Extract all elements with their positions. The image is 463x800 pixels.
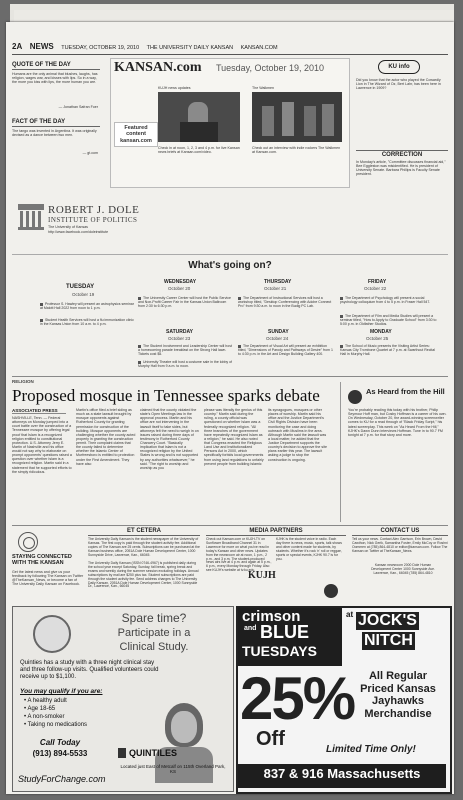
kuinfo-logo: KU info	[378, 60, 420, 74]
day-tuesday-date: October 19	[72, 292, 95, 297]
article-column-5: its synagogues, mosques or other places of worship. Martin said his office and the Justice Department's Civil Rights Division have been monitoring the case and doing outreach with Muslims in the area. Although Martin said the lawsuit was a local matter, he added that the Justice Department supports the country's decision to approve the site plans earlier this year. The lawsuit asking a judge to stop the construction is ongoing.	[268, 408, 328, 462]
day-monday-date: October 25	[366, 336, 389, 341]
etcetera-heading: ET CETERA	[88, 528, 200, 536]
quintiles-logo: QUINTILES	[118, 748, 177, 758]
page-number: 2A	[12, 42, 23, 51]
correction-heading: CORRECTION	[356, 150, 448, 159]
clinical-item-3: • A non-smoker	[24, 714, 65, 720]
quote-author: — Jonathan Safran Foer	[58, 105, 98, 109]
ad-and: and	[244, 625, 257, 632]
kansan-date: Tuesday, October 19, 2010	[216, 63, 325, 73]
thursday-event-1: The Department of Instructional Services will host a workshop titled, "Desktop Conferencing with Adobe Connect Pro" from 9:30 a.m. to noon in the Budig PC Lab.	[238, 296, 332, 309]
whats-going-on-title: What's going on?	[188, 260, 272, 271]
kjhk-radio-icon	[348, 390, 362, 404]
ad-blue: BLUE	[260, 622, 309, 642]
sunday-event-1: The Department of Visual Art will present an exhibition titled, "Dimensions of Parody and Pathways of Desire" from 1 to 4:30 p.m. in the Art and Design Building Gallery 400.	[238, 344, 333, 357]
walkmen-caption: Check out an interview with indie rockers The Walkmen at Kansan.com.	[252, 146, 341, 155]
quote-heading: QUOTE OF THE DAY	[12, 62, 100, 70]
clinical-line-2: Participate in a	[117, 627, 191, 639]
divider-2	[12, 525, 448, 526]
ad-off: Off	[256, 728, 285, 750]
newspaper-page	[6, 22, 454, 794]
clock-icon	[33, 615, 71, 653]
article-kicker: RELIGION	[12, 379, 34, 384]
clinical-phone[interactable]: (913) 894-5533	[32, 749, 88, 758]
ad-tuesdays: TUESDAYS	[242, 643, 317, 659]
tuesday-event-2: Student Health Services will host a flu immunization clinic in the Kansas Union from 10 a.m. to 4 p.m.	[40, 318, 134, 327]
article-column-4: please was literally the genius of this country." Martin said during the ruling, a county official was questioned on whether Islam was a federally recognized religion. "All three branches of the government have repeatedly recognized Islam as a religion," he said. He also noted that Congress enacted the Religious Land Use and Institutionalized Persons Act in 2000, which specifically forbids local governments from using land regulations to unfairly prevent people from building Islamic	[204, 408, 264, 466]
kuinfo-text: Did you know that the actor who played the Cowardly Lion in The Wizard of Oz, Bert Lahr, has been here in Lawrence in 1909?	[356, 78, 441, 91]
dole-university: The University of Kansas	[48, 225, 88, 229]
etcetera-paragraph-1: The University Daily Kansan is the student newspaper of the University of Kansas. The first copy is paid through the student activity fee. Additional copies of The Kansan are 25 cents. Subscriptions can be purchased at the Kansan business office, 2051A Dole Human Development Center, 1000 Sunnyside Drive, Lawrence, Kan., 66045.	[88, 537, 200, 557]
contact-heading: CONTACT US	[352, 528, 448, 536]
header-paper: THE UNIVERSITY DAILY KANSAN	[146, 45, 234, 51]
walkmen-photo[interactable]	[252, 92, 342, 142]
ad-percent: 25%	[240, 665, 355, 732]
dole-url[interactable]: http://www.facebook.com/doleinstitute	[48, 230, 109, 234]
updates-caption: Check in at noon, 1, 2, 3 and 4 p.m. for live Kansan news briefs at Kansan.com/video.	[158, 146, 240, 155]
fact-text: The tango was invented in Argentina. It was originally devised as a dance between two men.	[12, 129, 97, 138]
staying-heading: STAYING CONNECTED WITH THE KANSAN	[12, 554, 72, 567]
ad-address: 837 & 916 Massachusetts	[263, 766, 421, 781]
ad-regular: All Regular Priced Kansas Jayhawks Merchandise	[360, 670, 436, 720]
ad-at: at	[346, 610, 354, 619]
clinical-body: Quinties has a study with a three night clinical stay and three follow-up visits. Qualified volunteers could receive up to $1,100.	[20, 660, 159, 680]
updates-label: KUJH news updates	[158, 86, 191, 90]
clinical-qualify: You may qualify if you are:	[20, 688, 103, 695]
header-site: KANSAN.COM	[240, 45, 278, 51]
clinical-call: Call Today	[39, 738, 81, 747]
divider	[12, 376, 448, 377]
jocks-logo-line-1: JOCK'S	[358, 612, 417, 629]
fact-heading: FACT OF THE DAY	[12, 119, 100, 127]
article-headline: Proposed mosque in Tennessee sparks debate	[12, 386, 320, 405]
correction-text: In Monday's article, "Committee discusses financial aid," Bee Eggleston was misidentified. He is president of University Senate. Barbara Phillips is Faculty Senate president.	[356, 160, 446, 177]
network-icon	[18, 532, 38, 552]
day-thursday-name: THURSDAY	[264, 279, 292, 285]
wednesday-event-1: The University Career Center will host the Public Service and Non-Profit Career Fair in the Kansas Union Ballroom from 2:30 to 6:30 p.m.	[138, 296, 231, 309]
media-paragraph-1: Check out Kansan.com or KUJH-TV on Sunflower Broadband Channel 31 in Lawrence for more on what you've read in today's Kansan and other news. Updates from the newsroom air at noon, 1 p.m., 2 p.m., and 3 p.m. The student-produced news airs live at 4 p.m. and again at 5 p.m., 6 p.m., every Monday through Friday. Also see KUJH's website at tv.ku.edu.	[206, 537, 272, 573]
jocks-logo-line-2: NITCH	[364, 632, 413, 649]
friday-event-1: The Department of Psychology will present a social psychology colloquium from 4 to 5 p.m. in Fraser Hall 547.	[340, 296, 431, 305]
fact-source: — gt.com	[82, 151, 98, 155]
article-column-2: Martin's office filed a brief siding as much as a state lawsuit brought by mosque opponents against Rutherford County for granting permission for construction of the building. Mosque opponents are challenging whether the county acted properly in granting the construction permit. Their complaint claims that the county failed to determine whether the Islamic Center of Murfreesboro is entitled to protection under the First Amendment. They have also	[76, 408, 136, 466]
media-heading: MEDIA PARTNERS	[206, 528, 346, 536]
clinical-url[interactable]: StudyForChange.com	[18, 774, 106, 784]
monday-event-1: The School of Music presents the Visiting Artist Series: Kansas City Trombone Quartet at 7 p.m. at Swarthout Recital Hall in Murphy Hall.	[340, 344, 435, 357]
day-tuesday-name: TUESDAY	[66, 284, 95, 290]
clinical-line-3: Clinical Study.	[119, 641, 189, 653]
kjhk-logo-icon	[324, 584, 338, 598]
day-sunday-name: SUNDAY	[268, 329, 289, 335]
day-saturday-name: SATURDAY	[166, 329, 193, 335]
ad-limited: Limited Time Only!	[326, 744, 416, 755]
clinical-line-1: Spare time?	[121, 611, 187, 625]
dole-institute: INSTITUTE OF POLITICS	[48, 216, 138, 224]
quote-text: Humans are the only animal that blushes, laughs, has religion, wages war, and kisses with lips. So in a way, the more you kiss with lips, the more human you are.	[12, 72, 98, 85]
day-saturday-date: October 23	[168, 336, 191, 341]
tuesday-event-1: Professor S. Hawley will present an astrophysics seminar at Malott Hall 2022 from noon to 1 p.m.	[40, 302, 134, 311]
day-thursday-date: October 21	[264, 286, 287, 291]
article-byline: ASSOCIATED PRESS	[12, 408, 66, 414]
day-friday-date: October 22	[364, 286, 387, 291]
article-column-3: claimed that the county violated the state's Open Meetings law in the approval process. Martin and his office are not intervening in the lawsuit itself to take sides, but attorneys felt the need to weigh in on issues raised during three days of testimony in Rutherford County Chancery Court. "Basically implication that Islam is not a recognized religion by the United States is wrong and is not supported by any authorities whatsoever," he said. "The right to worship and worship as you	[140, 408, 199, 470]
saturday-event-1: The Student Involvement and Leadership Center will host a homecoming parade breakfast on the Strong Hall lawn. Tickets cost $5.	[138, 344, 232, 357]
day-wednesday-date: October 20	[168, 286, 191, 291]
clinical-item-4: • Taking no medications	[24, 722, 88, 728]
media-paragraph-2: KJHK is the student voice in radio. Each day there is news, music, sports, talk shows and other content made for students, by students. Whether it's rock 'n' roll or reggae, sports or special events, KJHK 90.7 is for you.	[276, 537, 342, 561]
heard-text: You're probably reading this today with his brother, Philip Seymour Hoff man, but Cosby Hoffman is a career of his own. On Wednesday, October 20, the award-winning screenwriter comes to KU for a read through of "Black Friday Script," his latest screenplay. This week on "As Heard From the Hill," KJHK's Dawn Dunn interviews Hoffman. Tune in to 90.7 FM tonight at 7 p.m. for that story and more.	[348, 408, 447, 437]
day-wednesday-name: WEDNESDAY	[164, 279, 197, 285]
contact-office: Kansan newsroom 2000 Dole Human Development Center 1000 Sunnyside Ave. Lawrence, Kan., 66045 (785) 864-4810	[371, 563, 435, 575]
featured-content-badge[interactable]: Featured content kansan.com	[114, 122, 158, 147]
dole-name: ROBERT J. DOLE	[48, 204, 140, 216]
friday-event-2: The Department of Film and Media Studies will present a seminar titled, "How to Apply to Graduate School" from 3:30 to 5:00 p.m. in Oldfather Studios.	[340, 314, 437, 327]
section-name: NEWS	[29, 42, 54, 51]
column-divider	[340, 382, 341, 522]
saturday-event-2: University Theatre will host a costume sale in the lobby of Murphy Hall from 9 a.m. to noon.	[138, 360, 233, 369]
etcetera-paragraph-2: The University Daily Kansan (ISSN 0746-4967) is published daily during the school year except Saturday, Sunday, fall break, spring break and exams and weekly during the summer session excluding holidays. Annual subscriptions by mail are $250 plus tax. Student subscriptions are paid through the student activity fee. Send address changes to The University Daily Kansan, 2051A Dole Human Development Center, 1000 Sunnyside Dr., Lawrence, Kan., 66045	[88, 561, 199, 589]
walkmen-label: The Walkmen	[252, 86, 275, 90]
page-header	[12, 42, 448, 55]
staying-text: Get the latest news and give us your feedback by following The Kansan on Twitter @TheKansan_News, or become a fan of The University Daily Kansan on Facebook.	[12, 570, 84, 587]
kansan-logo: KANSAN.com	[114, 60, 202, 75]
dole-building-icon	[18, 204, 44, 230]
ad-crimson: crimson	[242, 608, 301, 625]
clinical-item-2: • Age 18-65	[24, 706, 56, 712]
kujh-logo: KUJH	[248, 570, 276, 581]
clinical-location: Located just East of Metcalf on 115th Overland Park, KS	[120, 764, 226, 775]
day-friday-name: FRIDAY	[368, 279, 387, 285]
article-column-1: NASHVILLE, Tenn. — Federal attorneys on Monday jumped into a court battle over the construction of a Tennessee mosque by offering legal proof that Islam is a recognized religion entitled to constitutional protection. U.S. Attorney Jerry E. Martin of Nashville and his office would not say why to elaborate on prompt opponents' questions raised a question over whether Islam is a recognized religion. Martin said in a statement that he supported efforts to the simply ridiculous.	[12, 416, 72, 474]
heard-title: As Heard from the Hill	[366, 387, 445, 396]
contact-text: Tell us your news. Contact Alex Garrison, Erin Brown, David Cawthon, Nick Gerik, Samantha Foster, Emily McCoy or Roshni Oommen at (785) 864-4810 or editor@kansan.com. Follow The Kansan on Twitter at TheKansan_News.	[352, 537, 448, 553]
header-date: TUESDAY, OCTOBER 19, 2010	[61, 45, 140, 51]
day-sunday-date: October 24	[266, 336, 289, 341]
kujh-news-photo[interactable]	[158, 92, 240, 142]
clinical-item-1: • A healthy adult	[24, 698, 67, 704]
day-monday-name: MONDAY	[370, 329, 392, 335]
